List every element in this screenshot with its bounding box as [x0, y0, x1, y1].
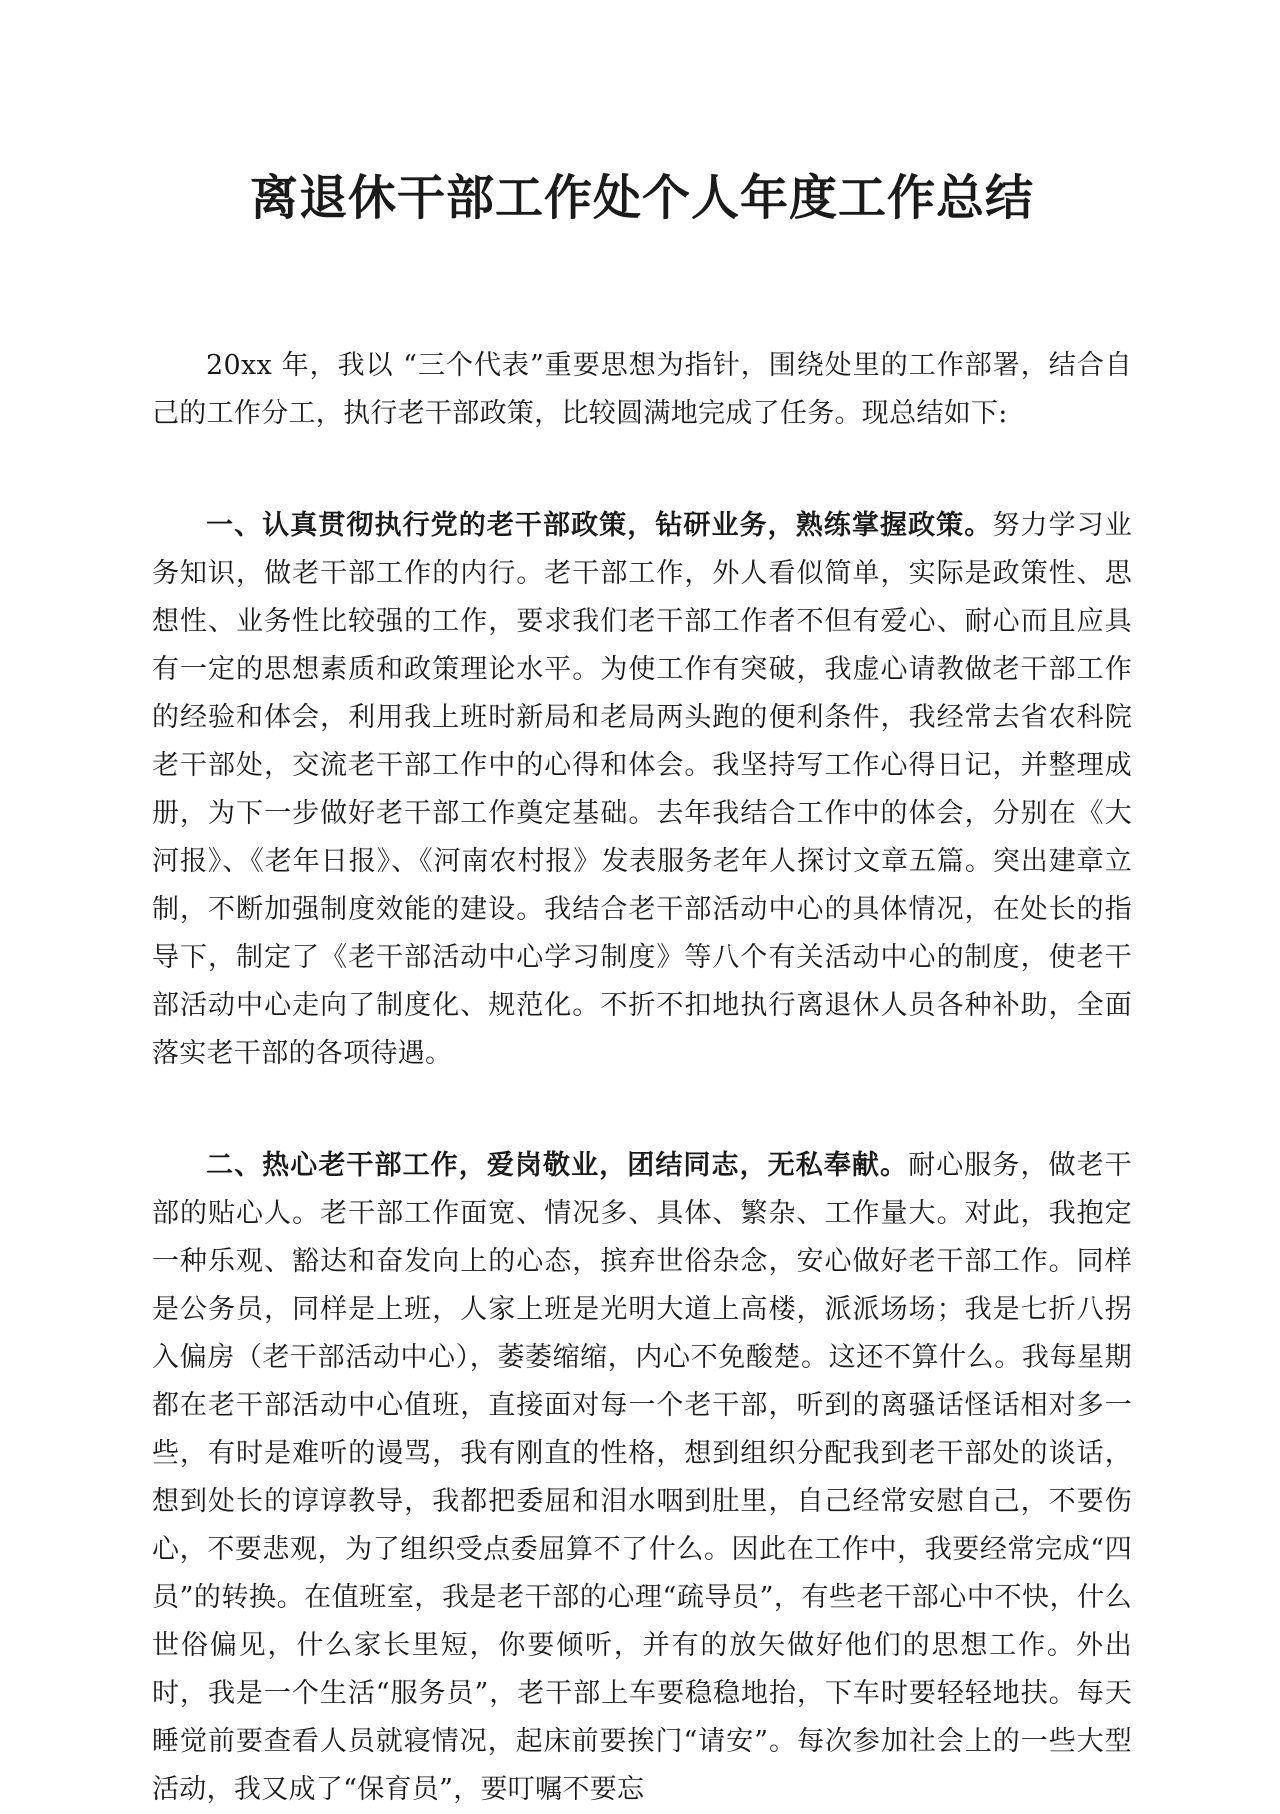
section-1-paragraph — [152, 502, 1132, 1078]
section-1-heading: 一、认真贯彻执行党的老干部政策，钻研业务，熟练掌握政策。 — [206, 510, 993, 541]
intro-paragraph: 20xx 年，我以 “三个代表”重要思想为指针，围绕处里的工作部署，结合自己的工作分工，执行老干部政策，比较圆满地完成了任务。现总结如下: — [152, 350, 1132, 429]
section-2-paragraph — [152, 1142, 1132, 1814]
section-1-body: 努力学习业务知识，做老干部工作的内行。老干部工作，外人看似简单，实际是政策性、思想性、业务性比较强的工作，要求我们老干部工作者不但有爱心、耐心而且应具有一定的思想素质和政策理论水平。为使工作有突破，我虚心请教做老干部工作的经验和体会，利用我上班时新局和老局两头跑的便利条件，我经常去省农科院老干部处，交流老干部工作中的心得和体会。我坚持写工作心得日记，并整理成册，为下一步做好老干部工作奠定基础。去年我结合工作中的体会，分别在《大河报》、《老年日报》、《河南农村报》发表服务老年人探讨文章五篇。突出建章立制，不断加强制度效能的建设。我结合老干部活动中心的具体情况，在处长的指导下，制定了《老干部活动中心学习制度》等八个有关活动中心的制度，使老干部活动中心走向了制度化、规范化。不折不扣地执行离退休人员各种补助，全面落实老干部的各项待遇。 — [152, 510, 1132, 1069]
section-2-heading: 二、热心老干部工作，爱岗敬业，团结同志，无私奉献。 — [206, 1150, 909, 1181]
section-2-body: 耐心服务，做老干部的贴心人。老干部工作面宽、情况多、具体、繁杂、工作量大。对此，我抱定一种乐观、豁达和奋发向上的心态，摈弃世俗杂念，安心做好老干部工作。同样是公务员，同样是上班，人家上班是光明大道上高楼，派派场场；我是七折八拐入偏房（老干部活动中心），萎萎缩缩，内心不免酸楚。这还不算什么。我每星期都在老干部活动中心值班，直接面对每一个老干部，听到的离骚话怪话相对多一些，有时是难听的谩骂，我有刚直的性格，想到组织分配我到老干部处的谈话，想到处长的谆谆教导，我都把委屈和泪水咽到肚里，自己经常安慰自己，不要伤心，不要悲观，为了组织受点委屈算不了什么。因此在工作中，我要经常完成“四员”的转换。在值班室，我是老干部的心理“疏导员”，有些老干部心中不快，什么世俗偏见，什么家长里短，你要倾听，并有的放矢做好他们的思想工作。外出时，我是一个生活“服务员”，老干部上车要稳稳地抬，下车时要轻轻地扶。每天睡觉前要查看人员就寝情况，起床前要挨门“请安”。每次参加社会上的一些大型活动，我又成了“保育员”，要叮嘱不要忘 — [152, 1150, 1132, 1805]
document-title: 离退休干部工作处个人年度工作总结 — [249, 170, 1034, 226]
